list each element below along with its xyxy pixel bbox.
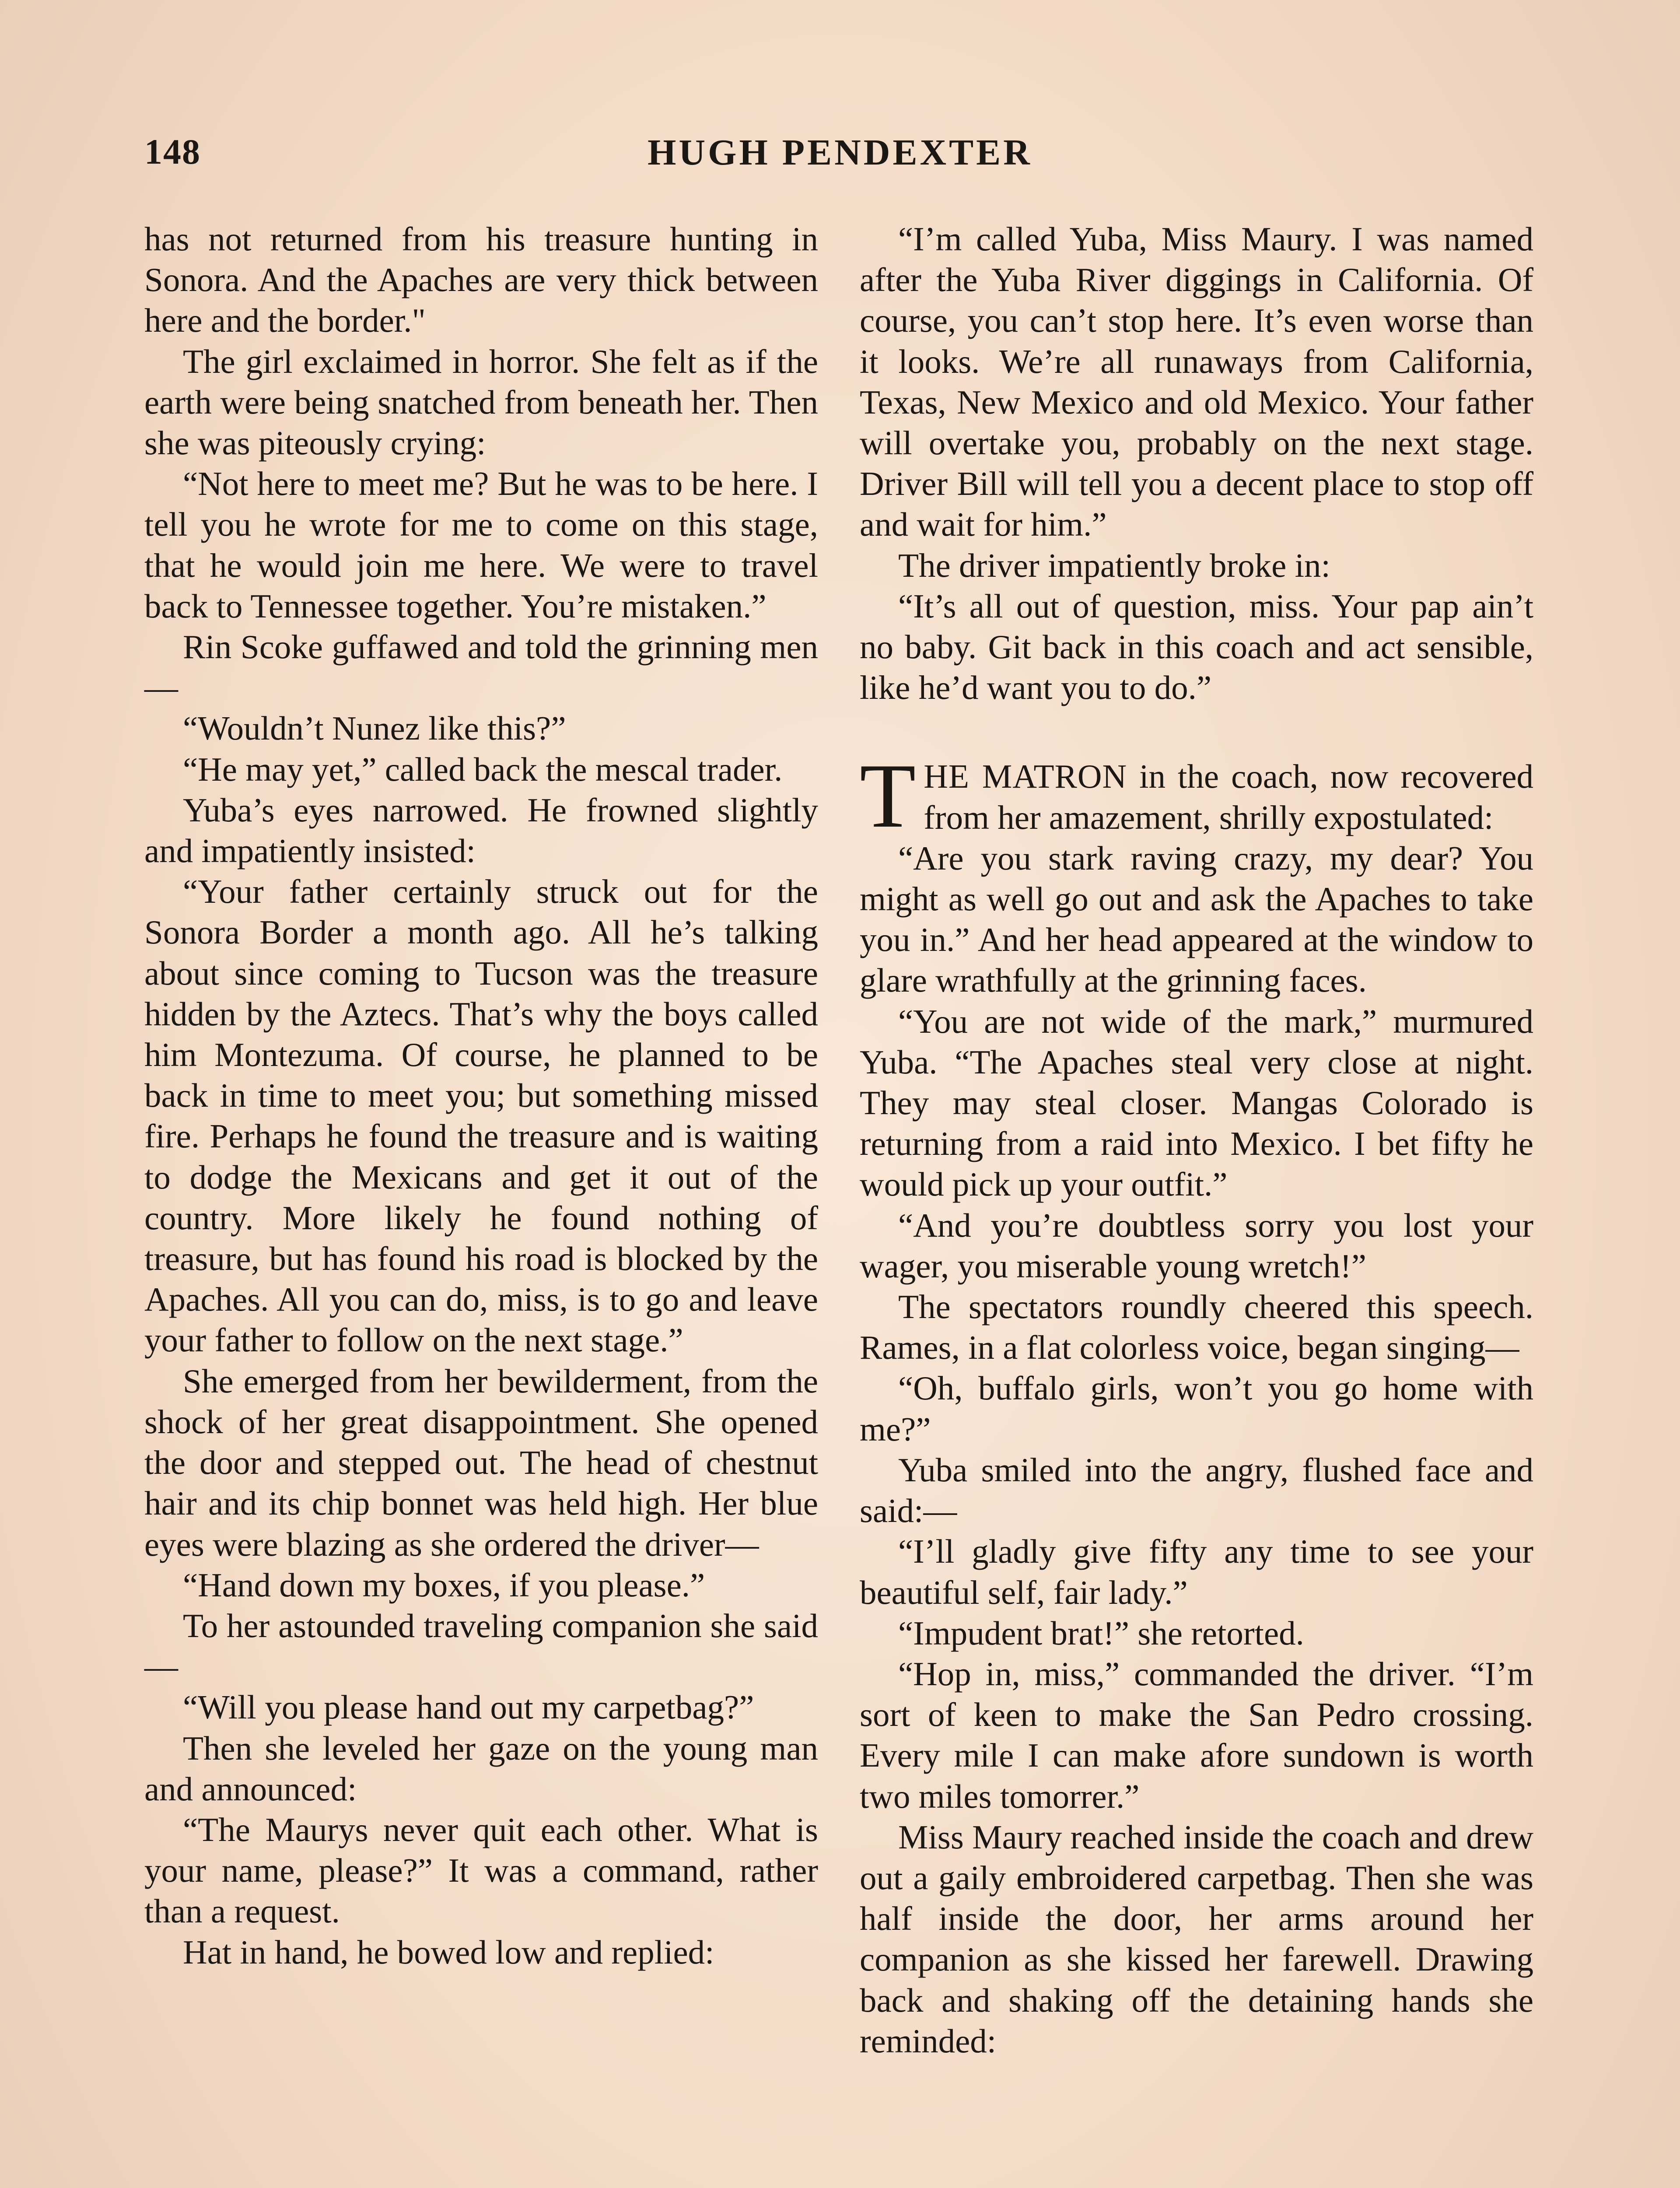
page-header — [144, 131, 1536, 184]
paragraph: has not returned from his treasure hunting in Sonora. And the Apaches are very thick between here and the border." — [144, 220, 818, 340]
paragraph: “The Maurys never quit each other. What is your name, please?” It was a command, rather than a request. — [144, 1810, 818, 1930]
paragraph: “Wouldn’t Nunez like this?” — [183, 709, 566, 747]
paragraph: Yuba’s eyes narrowed. He frowned slightly and impatiently insisted: — [144, 791, 818, 870]
section-lead-paragraph — [860, 745, 1533, 847]
paragraph: The spectators roundly cheered this speech. Rames, in a flat colorless voice, began singing— — [860, 1288, 1533, 1367]
section-lead-text: in the coach, now recovered from her amazement, shrilly expostulated: — [924, 757, 1533, 836]
paragraph: The driver impatiently broke in: — [898, 546, 1330, 584]
paragraph: “I’ll gladly give fifty any time to see your beautiful self, fair lady.” — [860, 1532, 1533, 1611]
paragraph: “Not here to meet me? But he was to be here. I tell you he wrote for me to come on this stage, that he would join me here. We were to travel back to Tennessee together. You’re mistaken.” — [144, 465, 818, 625]
left-column — [144, 219, 818, 1973]
section-lead-caps: HE MATRON — [924, 757, 1127, 796]
paragraph: “And you’re doubtless sorry you lost your wager, you miserable young wretch!” — [860, 1206, 1533, 1285]
paragraph: “It’s all out of question, miss. Your pap ain’t no baby. Git back in this coach and act sensible, like he’d want you to do.” — [860, 587, 1533, 707]
paragraph: “Oh, buffalo girls, won’t you go home with me?” — [860, 1369, 1533, 1448]
paragraph: Miss Maury reached inside the coach and drew out a gaily embroidered carpetbag. Then she was half inside the door, her arms around her companion as she kissed her farewell. Drawing back and shaking off the detaining hands she reminded: — [860, 1818, 1533, 2060]
page-number: 148 — [144, 132, 201, 172]
paragraph: “Hand down my boxes, if you please.” — [183, 1566, 705, 1604]
paragraph: Then she leveled her gaze on the young man and announced: — [144, 1729, 818, 1808]
paragraph: “Hop in, miss,” commanded the driver. “I’m sort of keen to make the San Pedro crossing. Every mile I can make afore sundown is worth two miles tomorrer.” — [860, 1655, 1533, 1815]
paragraph: “You are not wide of the mark,” murmured Yuba. “The Apaches steal very close at night. They may steal closer. Mangas Colorado is returning from a raid into Mexico. I bet fifty he would pick up your outfit.” — [860, 1002, 1533, 1203]
paragraph: The girl exclaimed in horror. She felt as if the earth were being snatched from beneath her. Then she was piteously crying: — [144, 342, 818, 462]
running-head: HUGH PENDEXTER — [648, 132, 1032, 173]
paragraph: Yuba smiled into the angry, flushed face and said:— — [860, 1451, 1533, 1530]
paragraph: To her astounded traveling companion she said— — [144, 1606, 818, 1686]
paragraph: “Are you stark raving crazy, my dear? You might as well go out and ask the Apaches to take you in.” And her head appeared at the window to glare wrathfully at the grinning faces. — [860, 839, 1533, 999]
paragraph: Rin Scoke guffawed and told the grinning men— — [144, 628, 818, 707]
paragraph: “Will you please hand out my carpetbag?” — [183, 1688, 754, 1726]
paragraph: “I’m called Yuba, Miss Maury. I was named after the Yuba River diggings in California. Of course, you can’t stop here. It’s even worse than it looks. We’re all runaways from California, Texas, New Mexico and old Mexico. Your father will overtake you, probably on the next stage. Driver Bill will tell you a decent place to stop off and wait for him.” — [860, 220, 1533, 543]
paragraph: “Your father certainly struck out for the Sonora Border a month ago. All he’s talking about since coming to Tucson was the treasure hidden by the Aztecs. That’s why the boys called him Montezuma. Of course, he planned to be back in time to meet you; but something missed fire. Perhaps he found the treasure and is waiting to dodge the Mexicans and get it out of the country. More likely he found nothing of treasure, but has found his road is blocked by the Apaches. All you can do, miss, is to go and leave your father to follow on the next stage.” — [144, 873, 818, 1359]
right-column — [860, 219, 1533, 2062]
paragraph: “Impudent brat!” she retorted. — [898, 1614, 1304, 1652]
drop-cap: T — [860, 745, 916, 847]
paragraph: She emerged from her bewilderment, from the shock of her great disappointment. She opened the door and stepped out. The head of chestnut hair and its chip bonnet was held high. Her blue eyes were blazing as she ordered the driver— — [144, 1362, 818, 1563]
paragraph: “He may yet,” called back the mescal trader. — [183, 750, 783, 788]
paragraph: Hat in hand, he bowed low and replied: — [183, 1933, 714, 1971]
